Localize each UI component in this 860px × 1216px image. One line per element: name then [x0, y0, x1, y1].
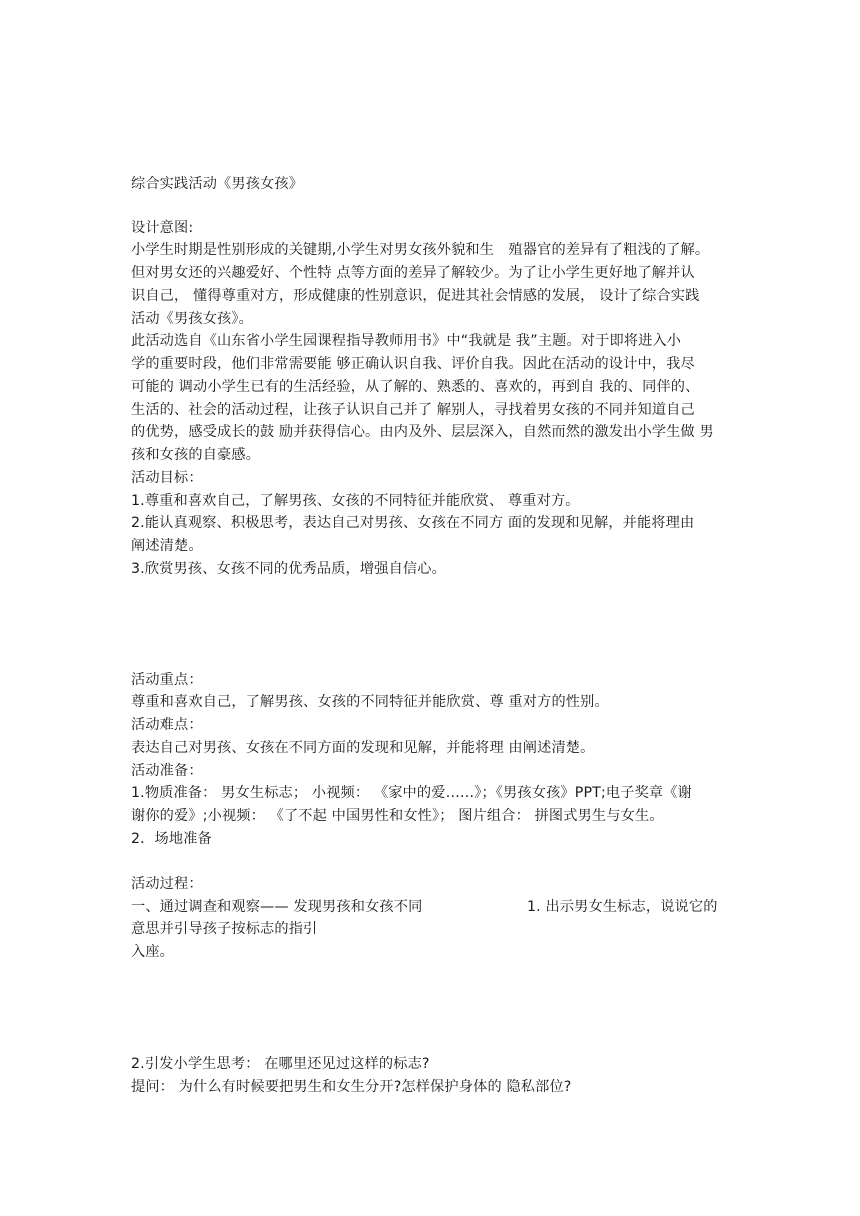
design-line: 学的重要时段，他们非常需要能 够正确认识自我、评价自我。因此在活动的设计中，我尽 — [131, 356, 695, 372]
prep-line: 谢你的爱》;小视频： 《了不起 中国男性和女性》； 图片组合： 拼图式男生与女生。 — [131, 808, 664, 824]
design-line: 但对男女还的兴趣爱好、个性特 点等方面的差异了解较少。为了让小学生更好地了解并认 — [131, 265, 695, 281]
think-prompt: 2.引发小学生思考： 在哪里还见过这样的标志? — [131, 1056, 430, 1072]
question-line: 提问： 为什么有时候要把男生和女生分开?怎样保护身体的 隐私部位? — [131, 1079, 572, 1095]
goal-item-continued: 阐述清楚。 — [131, 538, 203, 554]
focus-text: 尊重和喜欢自己，了解男孩、女孩的不同特征并能欣赏、尊 重对方的性别。 — [131, 694, 609, 710]
design-heading: 设计意图: — [131, 220, 194, 236]
design-line: 可能的 调动小学生已有的生活经验，从了解的、熟悉的、喜欢的，再到自 我的、同伴的、 — [131, 379, 700, 395]
design-line: 活动《男孩女孩》。 — [131, 311, 253, 327]
design-line: 小学生时期是性别形成的关键期,小学生对男女孩外貌和生 殖器官的差异有了粗浅的了解。 — [131, 242, 710, 258]
process-heading: 活动过程： — [131, 876, 203, 892]
goal-item: 2.能认真观察、积极思考，表达自己对男孩、女孩在不同方 面的发现和见解，并能将理由 — [131, 515, 695, 531]
goals-heading: 活动目标： — [131, 470, 203, 486]
prep-line: 1.物质准备： 男女生标志； 小视频： 《家中的爱……》；《男孩女孩》PPT;电子奖章《谢 — [131, 785, 692, 801]
process-step-one-continued: 意思并引导孩子按标志的指引 — [131, 921, 318, 937]
design-line: 的优势，感受成长的鼓 励并获得信心。由内及外、层层深入，自然而然的激发出小学生做 男 — [131, 424, 714, 440]
document-title: 综合实践活动《男孩女孩》 — [131, 176, 304, 192]
difficulty-heading: 活动难点： — [131, 717, 203, 733]
design-line: 识自己， 懂得尊重对方，形成健康的性别意识，促进其社会情感的发展， 设计了综合实践 — [131, 288, 700, 304]
design-line: 生活的、社会的活动过程，让孩子认识自己并了 解别人，寻找着男女孩的不同并知道自己 — [131, 402, 695, 418]
design-line: 孩和女孩的自豪感。 — [131, 447, 261, 463]
difficulty-text: 表达自己对男孩、女孩在不同方面的发现和见解，并能将理 由阐述清楚。 — [131, 740, 595, 756]
design-line: 此活动选自《山东省小学生园课程指导教师用书》中“我就是 我”主题。对于即将进入小 — [131, 333, 682, 349]
focus-heading: 活动重点： — [131, 672, 203, 688]
process-step-one-item: 1. 出示男女生标志，说说它的 — [527, 899, 718, 915]
goal-item: 3.欣赏男孩、女孩不同的优秀品质，增强自信心。 — [131, 561, 446, 577]
prep-heading: 活动准备： — [131, 763, 203, 779]
prep-line: 2．场地准备 — [131, 831, 212, 847]
process-step-one-continued: 入座。 — [131, 944, 175, 960]
process-step-one: 一、通过调查和观察—— 发现男孩和女孩不同 — [131, 899, 423, 915]
goal-item: 1.尊重和喜欢自己，了解男孩、女孩的不同特征并能欣赏、 尊重对方。 — [131, 493, 580, 509]
